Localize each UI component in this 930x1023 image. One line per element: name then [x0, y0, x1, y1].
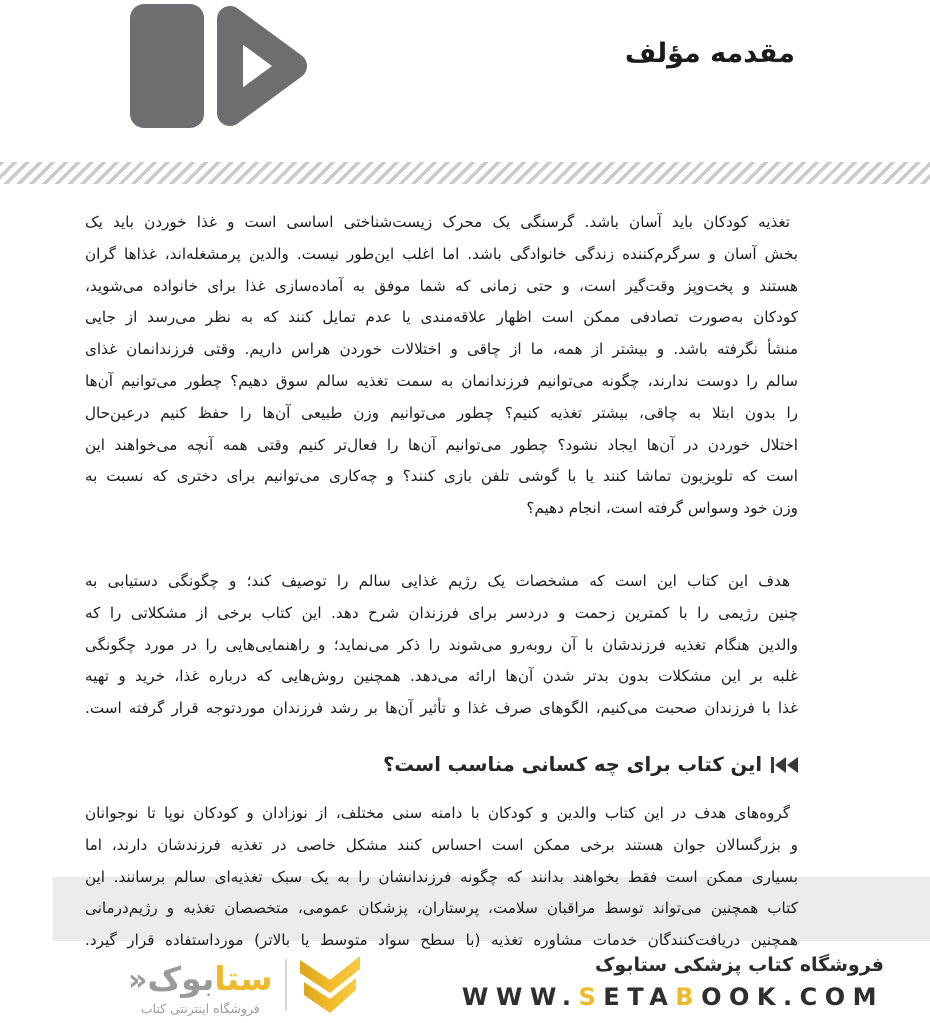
paragraph-2 [85, 566, 798, 725]
setabook-emblem-icon [299, 956, 361, 1014]
divider-hatch [0, 162, 930, 184]
text-line: سالم را دوست ندارند، چگونه می‌توانیم فرزندانمان به سمت تغذیه سالم سوق دهیم؟ چطور می‌توانیم آن‌ها [85, 371, 798, 390]
page-title: مقدمه مؤلف [624, 38, 795, 69]
url-s-yellow: S [578, 983, 604, 1011]
footer-divider-line [285, 959, 287, 1011]
text-line: منشأ نگرفته باشد. و بیشتر از همه، ما از چاقی و اختلالات خوردن هراس داریم. وقتی فرزندانمان غذای [85, 340, 798, 359]
text-line: بسیاری ممکن است فقط بخواهند بدانند که چگونه فرزندانشان را به یک سبک تغذیه‌ای سالم برسانند. این [85, 867, 798, 886]
text-line: کتاب همچنین می‌تواند توسط مراقبان سلامت، پرستاران، پزشکان عمومی، متخصصان تغذیه و رژیم‌درمانی [85, 899, 798, 918]
text-line: را بدون ابتلا به چاقی، بیشتر تغذیه کنیم؟ چطور می‌توانیم وزن طبیعی آن‌ها را حفظ کنیم درعین‌حال [85, 403, 798, 422]
url-rest: OOK.COM [701, 983, 884, 1011]
wordmark-gray-part: بوک [147, 958, 215, 998]
text-line: همچنین دریافت‌کنندگان خدمات مشاوره تغذیه (با سطح سواد متوسط یا بالاتر) مورداستفاده قرار گیرد. [85, 931, 798, 950]
text-line: گروه‌های هدف در این کتاب والدین و کودکان با دامنه سنی مختلف، از نوزادان و کودکان نوپا تا نوجوانان [85, 803, 790, 822]
section-heading [85, 748, 798, 782]
text-line: والدین هنگام تغذیه فرزندشان با آن روبه‌رو می‌شوند را ذکر می‌نماید؛ و راهنمایی‌هایی را در مورد چگونگی [85, 635, 798, 654]
site-url [462, 980, 884, 1014]
setabook-wordmark-text [128, 958, 273, 999]
setabook-logo [128, 956, 361, 1020]
text-line: غلبه بر این مشکلات بدون بدتر شدن آن‌ها ارائه می‌دهد. همچنین روش‌هایی که درباره غذا، خرید و تهیه [85, 667, 798, 686]
url-eta: ETA [603, 983, 676, 1011]
logo-bar-icon [130, 4, 204, 128]
text-line: بخش آسان و سرگرم‌کننده زندگی خانوادگی باشد. اما اغلب این‌طور نیست. والدین پرمشغله‌اند، غذاها گران [85, 244, 798, 263]
text-line: چنین رژیمی را با کمترین زحمت و دردسر برای فرزندان شرح دهد. این کتاب برخی از مشکلاتی را که [85, 603, 798, 622]
body-text [85, 207, 798, 957]
text-line: کودکان به‌صورت تصادفی ممکن است اظهار علاقه‌مندی یا عدم تمایل کنند که به نظر می‌رسد از جایی [85, 308, 798, 327]
logo-play-icon [215, 4, 309, 128]
text-line: و بزرگسالان جوان هستند برخی ممکن است احساس کنند مشکل خاصی در تغذیه فرزندشان دارند، اما [85, 835, 798, 854]
paragraph-3 [85, 798, 798, 957]
publisher-logo [130, 4, 310, 128]
text-line: غذا با فرزندان صحبت می‌کنیم، الگوهای صرف غذا و تأثیر آن‌ها بر رشد فرزندان موردتوجه قرار گرفته است. [85, 699, 798, 718]
text-line: تغذیه کودکان باید آسان باشد. گرسنگی یک محرک زیست‌شناختی اساسی است و غذا خوردن باید یک [85, 213, 790, 231]
text-line: است که تلویزیون تماشا کنند یا با گوشی تلفن بازی کنند؟ و چه‌کاری می‌توانیم برای دختری که نسبت به [85, 467, 798, 486]
text-line: اختلال خوردن در آن‌ها ایجاد نشود؟ چطور می‌توانیم آن‌ها را فعال‌تر کنیم وقتی همه آنچه می‌خواهند این [85, 435, 798, 454]
text-line: هستند و پخت‌وپز وقت‌گیر است، و حتی زمانی که شما موفق به آماده‌سازی غذا برای خانواده می‌شوید، [85, 276, 798, 295]
paragraph-1 [85, 207, 798, 525]
setabook-tagline: فروشگاه اینترنتی کتاب [140, 1000, 260, 1016]
store-name: فروشگاه کتاب پزشکی ستابوک [594, 954, 884, 976]
text-line: وزن خود وسواس گرفته است، انجام دهیم؟ [526, 499, 798, 518]
url-www: WWW. [461, 983, 579, 1011]
footer-store-info [462, 951, 884, 1014]
rewind-icon [771, 757, 798, 773]
section-heading-label: این کتاب برای چه کسانی مناسب است؟ [383, 752, 762, 776]
text-line: هدف این کتاب این است که مشخصات یک رژیم غذایی سالم را توصیف کند؛ و چگونگی دستیابی به [85, 571, 790, 590]
wordmark-yellow-part: ستا [214, 958, 273, 998]
setabook-wordmark [128, 958, 273, 1016]
url-b-yellow: B [675, 983, 702, 1011]
guillemet-mark: « [128, 962, 148, 998]
